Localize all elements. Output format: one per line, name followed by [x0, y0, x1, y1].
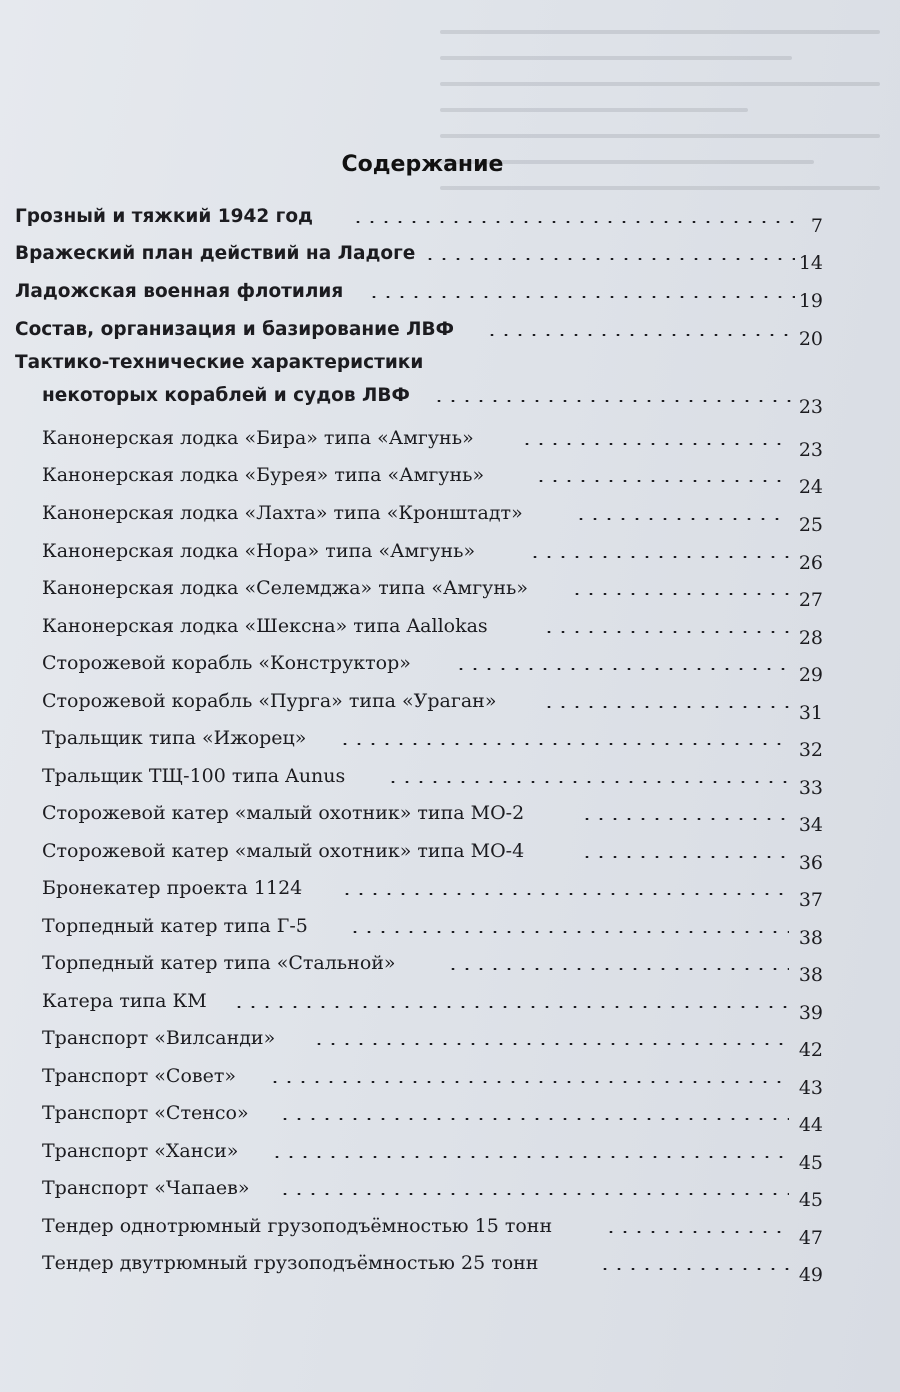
toc-subentry [42, 536, 823, 574]
toc-entry-page: 37 [798, 889, 823, 911]
toc-entry-page: 34 [798, 814, 823, 836]
dot-leader [485, 334, 795, 336]
toc-entry-title: Сторожевой катер «малый охотник» типа МО-2 [42, 802, 525, 824]
toc-entry-title: Транспорт «Совет» [42, 1065, 236, 1087]
toc-subentry [42, 460, 823, 498]
toc-entry-page: 23 [798, 396, 823, 418]
toc-entry-page: 19 [798, 290, 823, 312]
toc-subentry [42, 836, 823, 874]
dot-leader [270, 1156, 789, 1158]
toc-entry-title: Тендер двутрюмный грузоподъёмностью 25 тонн [42, 1252, 539, 1274]
toc-subentry [42, 423, 823, 461]
toc-subentry [42, 1211, 823, 1249]
toc-entry-title: Сторожевой катер «малый охотник» типа МО-4 [42, 840, 525, 862]
dot-leader [446, 968, 789, 970]
toc-entry-title: Состав, организация и базирование ЛВФ [15, 319, 454, 340]
toc-subentry [42, 498, 823, 536]
toc-entry-title: Канонерская лодка «Нора» типа «Амгунь» [42, 540, 476, 562]
toc-entry-page: 32 [798, 739, 823, 761]
dot-leader [520, 443, 789, 445]
toc-entry-title: Сторожевой корабль «Пурга» типа «Ураган» [42, 690, 497, 712]
toc-entry-title: Канонерская лодка «Селемджа» типа «Амгунь» [42, 577, 528, 599]
toc-entry-title-line2: некоторых кораблей и судов ЛВФ [42, 385, 410, 406]
toc-entry-page: 44 [798, 1114, 823, 1136]
toc-entry [15, 238, 823, 274]
dot-leader [542, 706, 789, 708]
dot-leader [338, 743, 789, 745]
dot-leader [348, 931, 789, 933]
toc-entry-title-line1: Тактико-технические характеристики [15, 352, 424, 373]
toc-subentry [42, 911, 823, 949]
toc-entry-page: 47 [798, 1227, 823, 1249]
toc-entry-title: Вражеский план действий на Ладоге [15, 243, 416, 264]
toc-entry-title: Транспорт «Вилсанди» [42, 1027, 276, 1049]
toc-entry-title: Торпедный катер типа «Стальной» [42, 952, 396, 974]
toc-entry-page: 45 [798, 1189, 823, 1211]
toc-entry-page: 7 [810, 215, 823, 237]
toc-subentry [42, 1098, 823, 1136]
toc-subentry [42, 1061, 823, 1099]
toc-entry [42, 380, 823, 418]
toc-subentry [42, 1136, 823, 1174]
dot-leader [574, 518, 789, 520]
toc-subentry [42, 798, 823, 836]
toc-subentry [42, 986, 823, 1024]
toc-entry-title: Транспорт «Чапаев» [42, 1177, 250, 1199]
dot-leader [386, 781, 789, 783]
dot-leader [534, 480, 789, 482]
dot-leader [340, 893, 789, 895]
toc-entry-title: Грозный и тяжкий 1942 год [15, 206, 313, 227]
toc-entry-title: Бронекатер проекта 1124 [42, 877, 303, 899]
dot-leader [598, 1268, 789, 1270]
dot-leader [580, 818, 789, 820]
toc-entry-title: Канонерская лодка «Лахта» типа «Кронштадт» [42, 502, 523, 524]
toc-entry-page: 26 [798, 552, 823, 574]
dot-leader [570, 593, 789, 595]
toc-subentry [42, 873, 823, 911]
dot-leader [604, 1231, 789, 1233]
toc-subentry [42, 648, 823, 686]
toc-entry-page: 38 [798, 964, 823, 986]
dot-leader [580, 856, 789, 858]
toc-entry-page: 27 [798, 589, 823, 611]
toc-entry-page: 28 [798, 627, 823, 649]
toc-entry-title: Транспорт «Ханси» [42, 1140, 239, 1162]
toc-entry-title: Катера типа КМ [42, 990, 207, 1012]
toc-entry-title: Канонерская лодка «Шексна» типа Aallokas [42, 615, 488, 637]
dot-leader [423, 258, 795, 260]
toc-entry-page: 42 [798, 1039, 823, 1061]
dot-leader [432, 400, 795, 402]
toc-subentry [42, 723, 823, 761]
toc-entry-title: Тральщик типа «Ижорец» [42, 727, 307, 749]
toc-entry-title: Тендер однотрюмный грузоподъёмностью 15 тонн [42, 1215, 553, 1237]
toc-entry-title: Сторожевой корабль «Конструктор» [42, 652, 411, 674]
toc-entry-title: Транспорт «Стенсо» [42, 1102, 249, 1124]
dot-leader [351, 221, 795, 223]
dot-leader [454, 668, 789, 670]
toc-subentry [42, 611, 823, 649]
toc-entry-page: 29 [798, 664, 823, 686]
toc-entry-title: Канонерская лодка «Бира» типа «Амгунь» [42, 427, 474, 449]
toc-entry-page: 43 [798, 1077, 823, 1099]
page-title: Содержание [341, 152, 504, 177]
dot-leader [367, 296, 795, 298]
dot-leader [278, 1193, 789, 1195]
toc-entry-page: 14 [798, 252, 823, 274]
dot-leader [268, 1081, 789, 1083]
toc-subentry [42, 573, 823, 611]
toc-subentry [42, 948, 823, 986]
toc-entry-title: Торпедный катер типа Г-5 [42, 915, 308, 937]
toc-entry-page: 38 [798, 927, 823, 949]
toc-entry-page: 25 [798, 514, 823, 536]
toc-subentry [42, 1248, 823, 1286]
dot-leader [542, 631, 789, 633]
toc-entry [15, 201, 823, 237]
toc-entry-page: 49 [798, 1264, 823, 1286]
toc-entry-page: 24 [798, 476, 823, 498]
toc-entry-page: 36 [798, 852, 823, 874]
toc-entry-title: Ладожская военная флотилия [15, 281, 344, 302]
dot-leader [312, 1043, 789, 1045]
dot-leader [528, 556, 789, 558]
toc-subentry [42, 686, 823, 724]
toc-entry-page: 33 [798, 777, 823, 799]
toc-entry-page: 39 [798, 1002, 823, 1024]
toc-entry-page: 23 [798, 439, 823, 461]
toc-entry-page: 45 [798, 1152, 823, 1174]
dot-leader [232, 1006, 789, 1008]
toc-entry [15, 276, 823, 312]
toc-subentry [42, 1023, 823, 1061]
toc-entry-page: 31 [798, 702, 823, 724]
toc-subentry [42, 1173, 823, 1211]
toc-entry-page: 20 [798, 328, 823, 350]
toc-entry-title: Тральщик ТЩ-100 типа Aunus [42, 765, 346, 787]
toc-entry-title: Канонерская лодка «Бурея» типа «Амгунь» [42, 464, 485, 486]
toc-entry [15, 314, 823, 350]
toc-subentry [42, 761, 823, 799]
dot-leader [278, 1118, 789, 1120]
